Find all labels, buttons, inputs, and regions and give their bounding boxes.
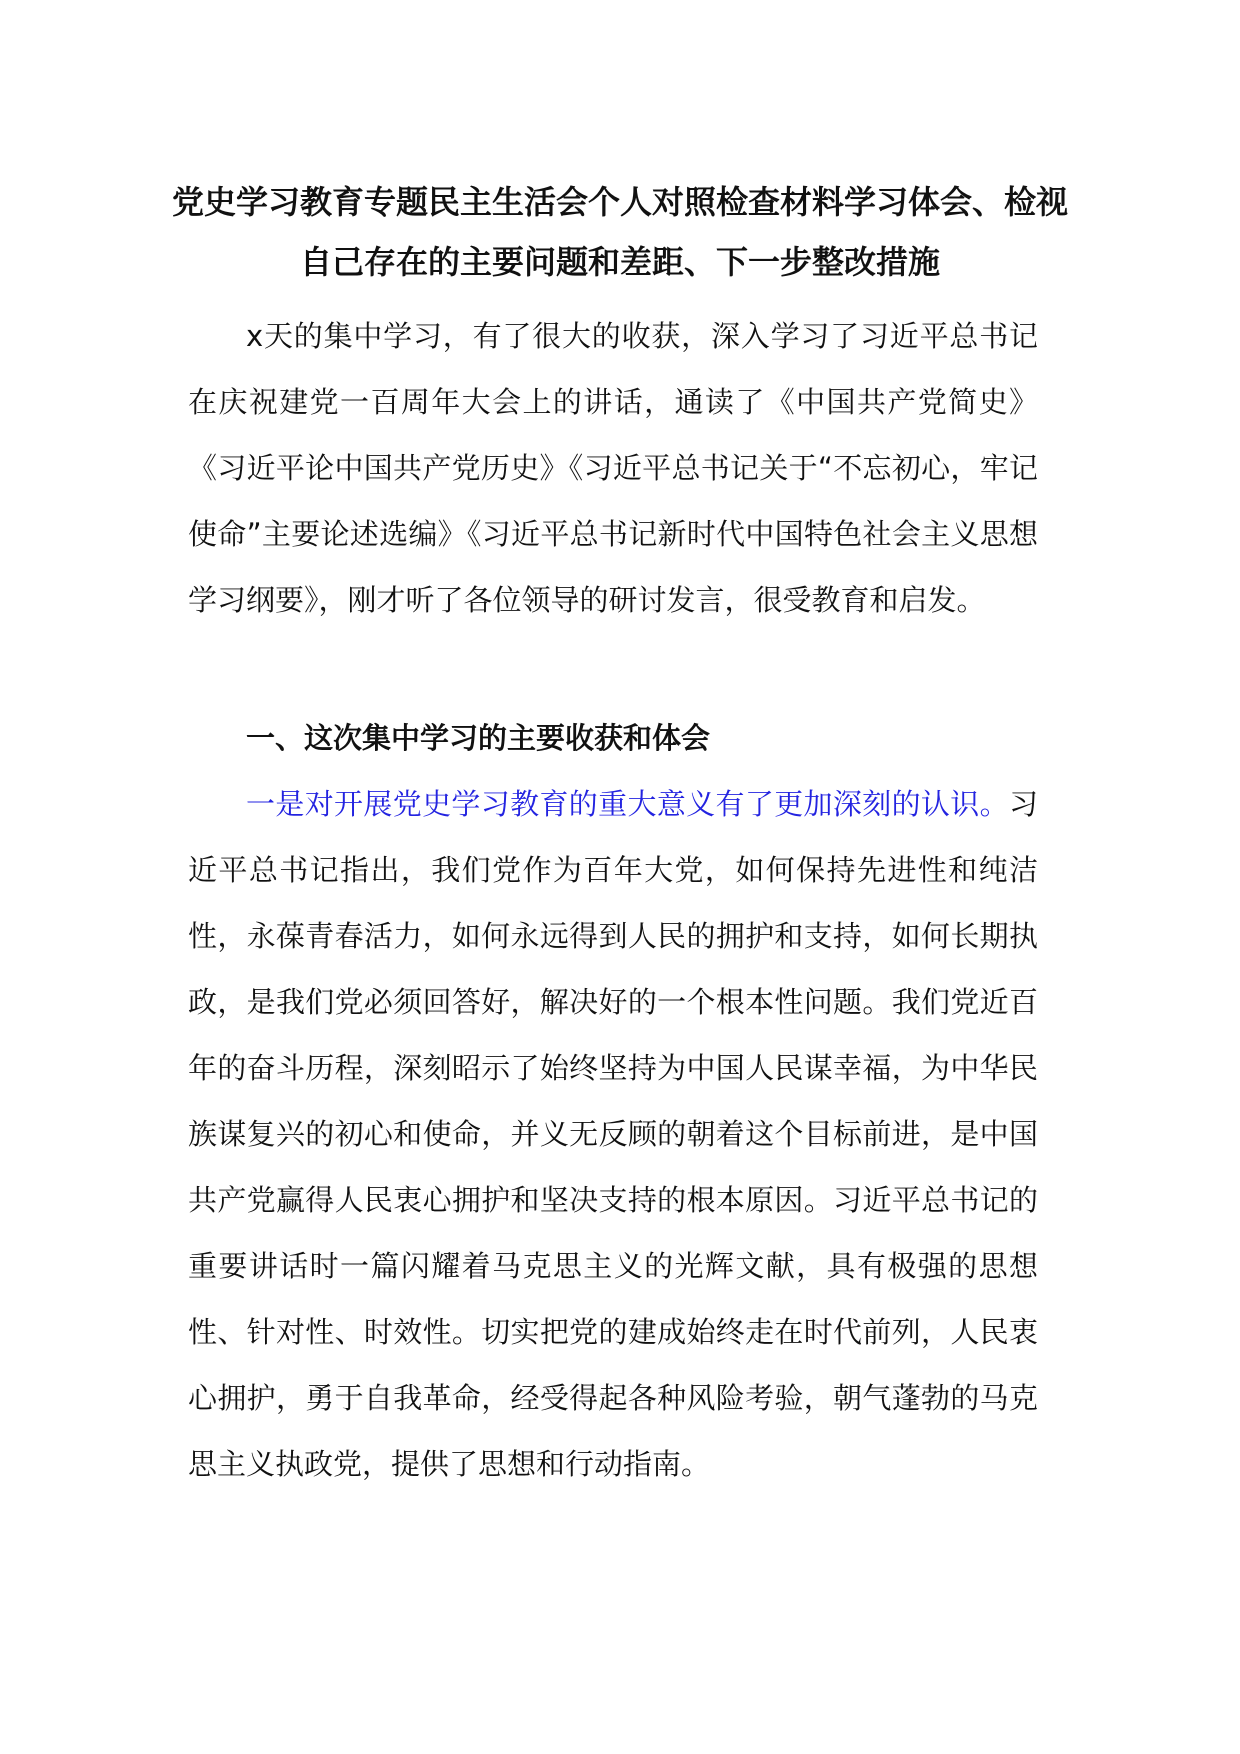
paragraph-body-text: 习近平总书记指出，我们党作为百年大党，如何保持先进性和纯洁性，永葆青春活力，如何永远得到人民的拥护和支持，如何长期执政，是我们党必须回答好，解决好的一个根本性问题。我们党近百年的奋斗历程，深刻昭示了始终坚持为中国人民谋幸福，为中华民族谋复兴的初心和使命，并义无反顾的朝着这个目标前进，是中国共产党赢得人民衷心拥护和坚决支持的根本原因。习近平总书记的重要讲话时一篇闪耀着马克思主义的光辉文献，具有极强的思想性、针对性、时效性。切实把党的建成始终走在时代前列，人民衷心拥护，勇于自我革命，经受得起各种风险考验，朝气蓬勃的马克思主义执政党，提供了思想和行动指南。: [188, 787, 1038, 1481]
section-paragraph: [188, 771, 1038, 1497]
section-heading: 一、这次集中学习的主要收获和体会: [246, 721, 711, 755]
paragraph-lead-sentence: 一是对开展党史学习教育的重大意义有了更加深刻的认识。: [246, 787, 1009, 821]
document-title: 党史学习教育专题民主生活会个人对照检查材料学习体会、检视自己存在的主要问题和差距、下一步整改措施: [171, 183, 1068, 281]
intro-paragraph: x天的集中学习，有了很大的收获，深入学习了习近平总书记在庆祝建党一百周年大会上的讲话，通读了《中国共产党简史》《习近平论中国共产党历史》《习近平总书记关于“不忘初心，牢记使命”主要论述选编》《习近平总书记新时代中国特色社会主义思想学习纲要》，刚才听了各位领导的研讨发言，很受教育和启发。: [188, 319, 1038, 617]
